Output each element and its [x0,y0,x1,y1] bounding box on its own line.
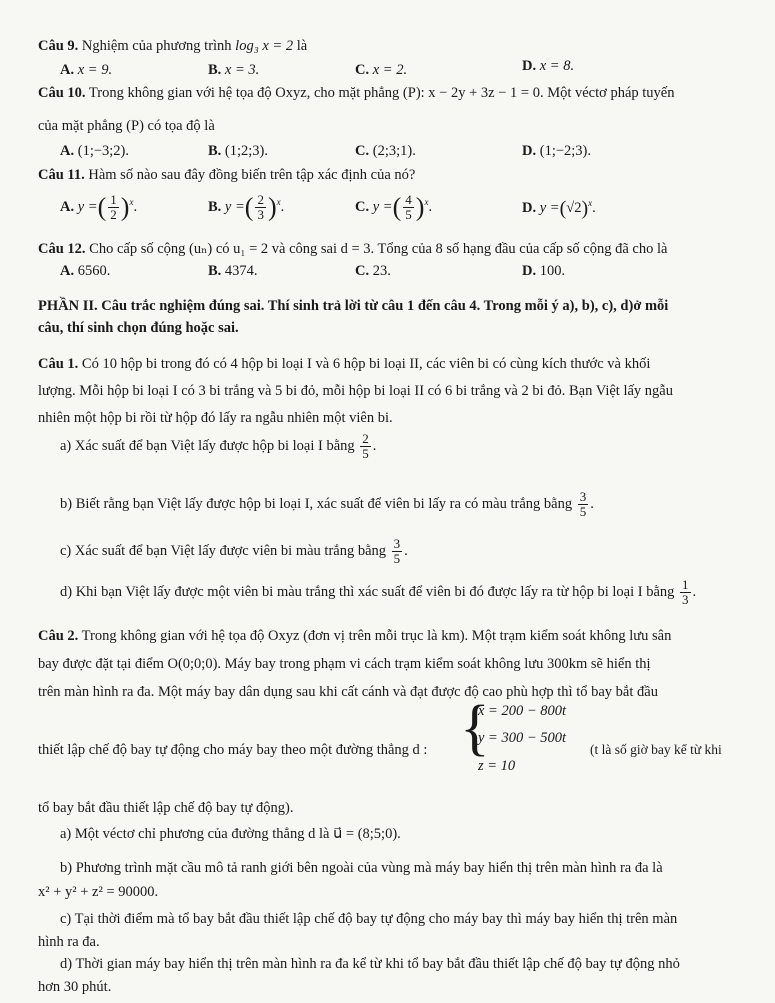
q9-stem [38,38,307,55]
q12-option-b: B. 4374. [208,263,258,279]
q9-option-b: B. x = 3. [208,62,260,78]
q9-option-d: D. x = 8. [522,58,575,74]
p2q2-label: Câu 2. [38,628,79,644]
part2-heading-line1: PHẦN II. Câu trắc nghiệm đúng sai. Thí sinh trả lời từ câu 1 đến câu 4. Trong mỗi ý a), b), c), d)ở mỗi [38,298,669,314]
q11-label: Câu 11. [38,167,85,183]
p2q2-item-b-line1: b) Phương trình mặt cầu mô tả ranh giới bên ngoài của vùng mà máy bay hiển thị trên màn hình ra đa là [60,860,663,876]
p2q1-label: Câu 1. [38,356,79,372]
p2q2-stem-line2: bay được đặt tại điểm O(0;0;0). Máy bay trong phạm vi cách trạm kiểm soát không lưu 300km sẽ hiển thị [38,656,651,672]
q10-option-d: D. (1;−2;3). [522,143,592,159]
q10-option-a: A. (1;−3;2). [60,143,130,159]
p2q1-item-d: d) Khi bạn Việt lấy được một viên bi màu trắng thì xác suất để viên bi đó được lấy ra từ hộp bi loại I bằng $\frac{1}{3}$ . [60,577,697,607]
p2q2-item-d-line1: d) Thời gian máy bay hiển thị trên màn hình ra đa kể từ khi tổ bay bắt đầu thiết lập chế độ bay tự động nhỏ [60,956,680,972]
q10-label: Câu 10. [38,85,86,101]
q11-stem: Câu 11. Hàm số nào sau đây đồng biến trên tập xác định của nó? [38,167,416,183]
q12-option-c: C. 23. [355,263,391,279]
q9-suffix: là [296,38,308,54]
q10-option-c: C. (2;3;1). [355,143,416,159]
q11-option-c: C. y =( $\frac{4}{5}$ )$^x$. [355,192,433,222]
p2q2-item-b-line2: x² + y² + z² = 90000. [38,884,159,900]
p2q2-stem-line3: trên màn hình ra đa. Một máy bay dân dụng sau khi cất cánh và đạt được độ cao phù hợp thì tổ bay bắt đầu [38,684,658,700]
p2q1-item-b: b) Biết rằng bạn Việt lấy được hộp bi loại I, xác suất để viên bi lấy ra có màu trắng bằng $\frac{3}{5}$ . [60,489,594,519]
q11-option-d: D. $y =(√2)^x$. [522,197,596,220]
part2-heading-line2: câu, thí sinh chọn đúng hoặc sai. [38,320,239,336]
p2q2-item-a: a) Một véctơ chỉ phương của đường thẳng d là u⃗ = (8;5;0). [60,826,401,842]
p2q1-stem-line2: lượng. Mỗi hộp bi loại I có 3 bi trắng và 5 bi đỏ, mỗi hộp bi loại II có 6 bi trắng và 2 bi đỏ. Bạn Việt lấy ngẫu [38,383,673,399]
p2q1-item-a: a) Xác suất để bạn Việt lấy được hộp bi loại I bằng $\frac{2}{5}$ . [60,431,377,461]
p2q2-stem-line5: tổ bay bắt đầu thiết lập chế độ bay tự động). [38,800,294,816]
q9-option-a: A. x = 9. [60,62,113,78]
q12-label: Câu 12. [38,241,86,257]
p2q2-stem-line4b: (t là số giờ bay kể từ khi [590,742,722,757]
q10-stem-line1: Câu 10. Trong không gian với hệ tọa độ Oxyz, cho mặt phẳng (P): x − 2y + 3z − 1 = 0. Một véctơ pháp tuyến [38,85,675,101]
q9-equation: log₃ x = 2 [235,38,294,54]
q11-option-b: B. y =( $\frac{2}{3}$ )$^x$. [208,192,285,222]
q9-option-c: C. x = 2. [355,62,408,78]
q11-option-a: A. y =( $\frac{1}{2}$ )$^x$. [60,192,138,222]
p2q1-stem-line1: Câu 1. Có 10 hộp bi trong đó có 4 hộp bi loại I và 6 hộp bi loại II, các viên bi có cùng kích thước và khối [38,356,651,372]
p2q1-stem-line3: nhiên một hộp bi rồi từ hộp đó lấy ra ngẫu nhiên một viên bi. [38,410,393,426]
q12-option-a: A. 6560. [60,263,111,279]
q12-stem: Câu 12. Cho cấp số cộng (uₙ) có u₁ = 2 và công sai d = 3. Tổng của 8 số hạng đầu của cấp số cộng đã cho là [38,241,668,257]
p2q2-item-c-line2: hình ra đa. [38,934,100,950]
q10-option-b: B. (1;2;3). [208,143,269,159]
q9-text: Nghiệm của phương trình [81,38,232,54]
p2q2-stem-line4a: thiết lập chế độ bay tự động cho máy bay theo một đường thẳng d : [38,742,428,758]
p2q1-item-c: c) Xác suất để bạn Việt lấy được viên bi màu trắng bằng $\frac{3}{5}$ . [60,536,408,566]
system-eq-y: y = 300 − 500t [478,730,567,746]
q12-option-d: D. 100. [522,263,566,279]
system-eq-z: z = 10 [478,758,516,774]
p2q2-item-c-line1: c) Tại thời điểm mà tổ bay bắt đầu thiết lập chế độ bay tự động cho máy bay thì máy bay hiển thị trên màn [60,911,678,927]
system-eq-x: x = 200 − 800t [478,703,567,719]
p2q2-stem-line1: Câu 2. Trong không gian với hệ tọa độ Oxyz (đơn vị trên mỗi trục là km). Một trạm kiểm soát không lưu sân [38,628,672,644]
q9-label: Câu 9. [38,38,79,54]
p2q2-item-d-line2: hơn 30 phút. [38,979,112,995]
q10-stem-line2: của mặt phẳng (P) có tọa độ là [38,118,215,134]
system-brace: { [460,694,490,762]
